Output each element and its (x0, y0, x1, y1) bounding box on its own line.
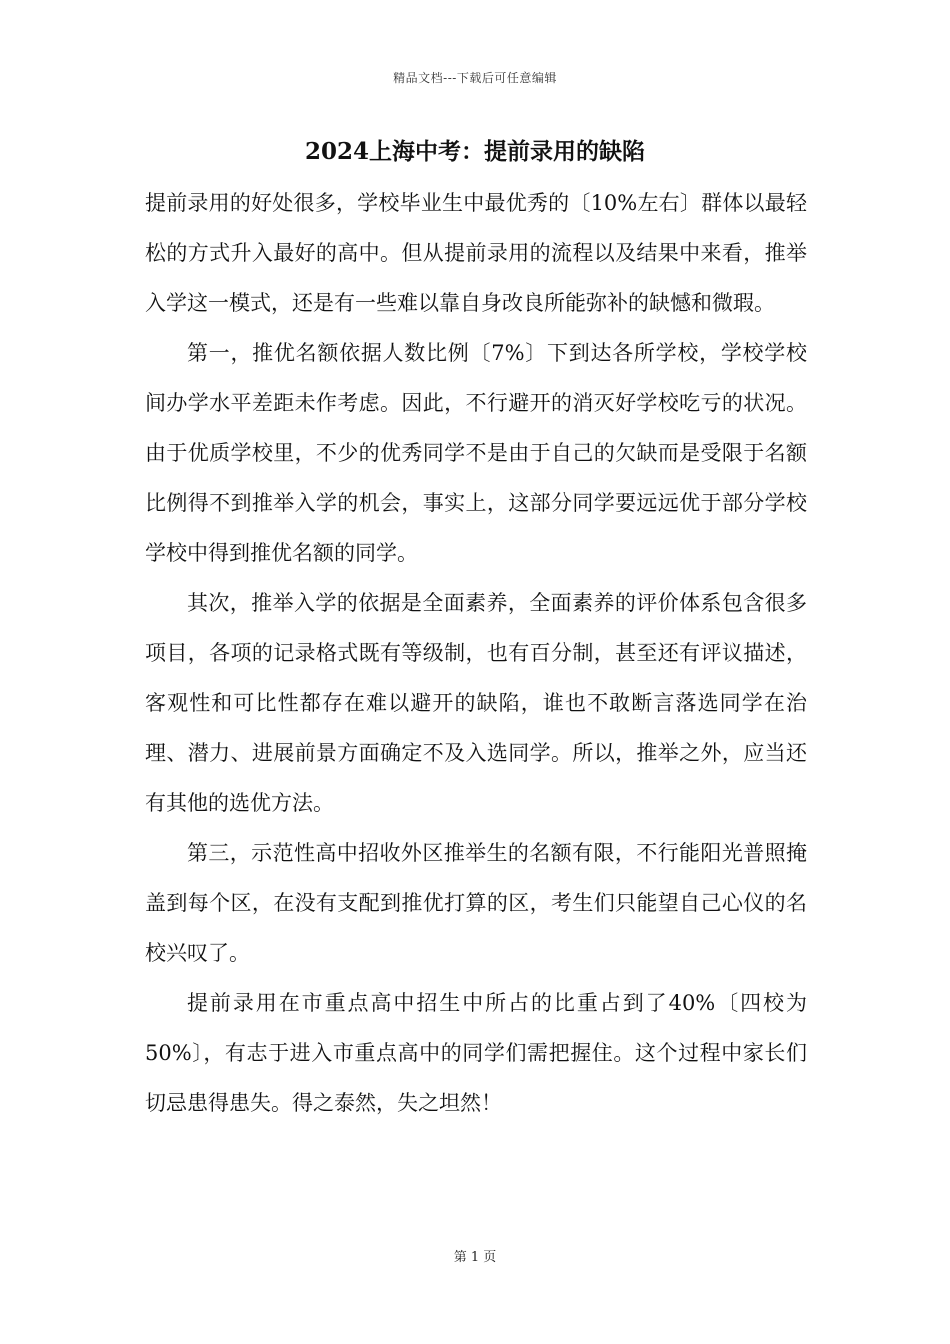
paragraph-first-point: 第一，推优名额依据人数比例〔7%〕下到达各所学校，学校学校间办学水平差距未作考虑。因此，不行避开的消灭好学校吃亏的状况。由于优质学校里，不少的优秀同学不是由于自己的欠缺而是受限于名额比例得不到推举入学的机会，事实上，这部分同学要远远优于部分学校学校中得到推优名额的同学。 (145, 341, 807, 565)
paragraph-third-point: 第三，示范性高中招收外区推举生的名额有限，不行能阳光普照掩盖到每个区，在没有支配到推优打算的区，考生们只能望自己心仪的名校兴叹了。 (145, 841, 807, 965)
header-note: 精品文档---下载后可任意编辑 (393, 71, 557, 85)
document-title: 2024上海中考：提前录用的缺陷 (304, 138, 645, 165)
paragraph-intro: 提前录用的好处很多，学校毕业生中最优秀的〔10%左右〕群体以最轻松的方式升入最好的高中。但从提前录用的流程以及结果中来看，推举入学这一模式，还是有一些难以靠自身改良所能弥补的缺憾和微瑕。 (145, 191, 807, 315)
paragraph-second-point: 其次，推举入学的依据是全面素养，全面素养的评价体系包含很多项目，各项的记录格式既有等级制，也有百分制，甚至还有评议描述，客观性和可比性都存在难以避开的缺陷，谁也不敢断言落选同学在治理、潜力、进展前景方面确定不及入选同学。所以，推举之外，应当还有其他的选优方法。 (145, 591, 807, 815)
page-number: 第 1 页 (453, 1250, 497, 1265)
paragraph-conclusion: 提前录用在市重点高中招生中所占的比重占到了40%〔四校为50%〕，有志于进入市重点高中的同学们需把握住。这个过程中家长们切忌患得患失。得之泰然，失之坦然！ (145, 991, 807, 1115)
document-body (145, 178, 807, 1128)
